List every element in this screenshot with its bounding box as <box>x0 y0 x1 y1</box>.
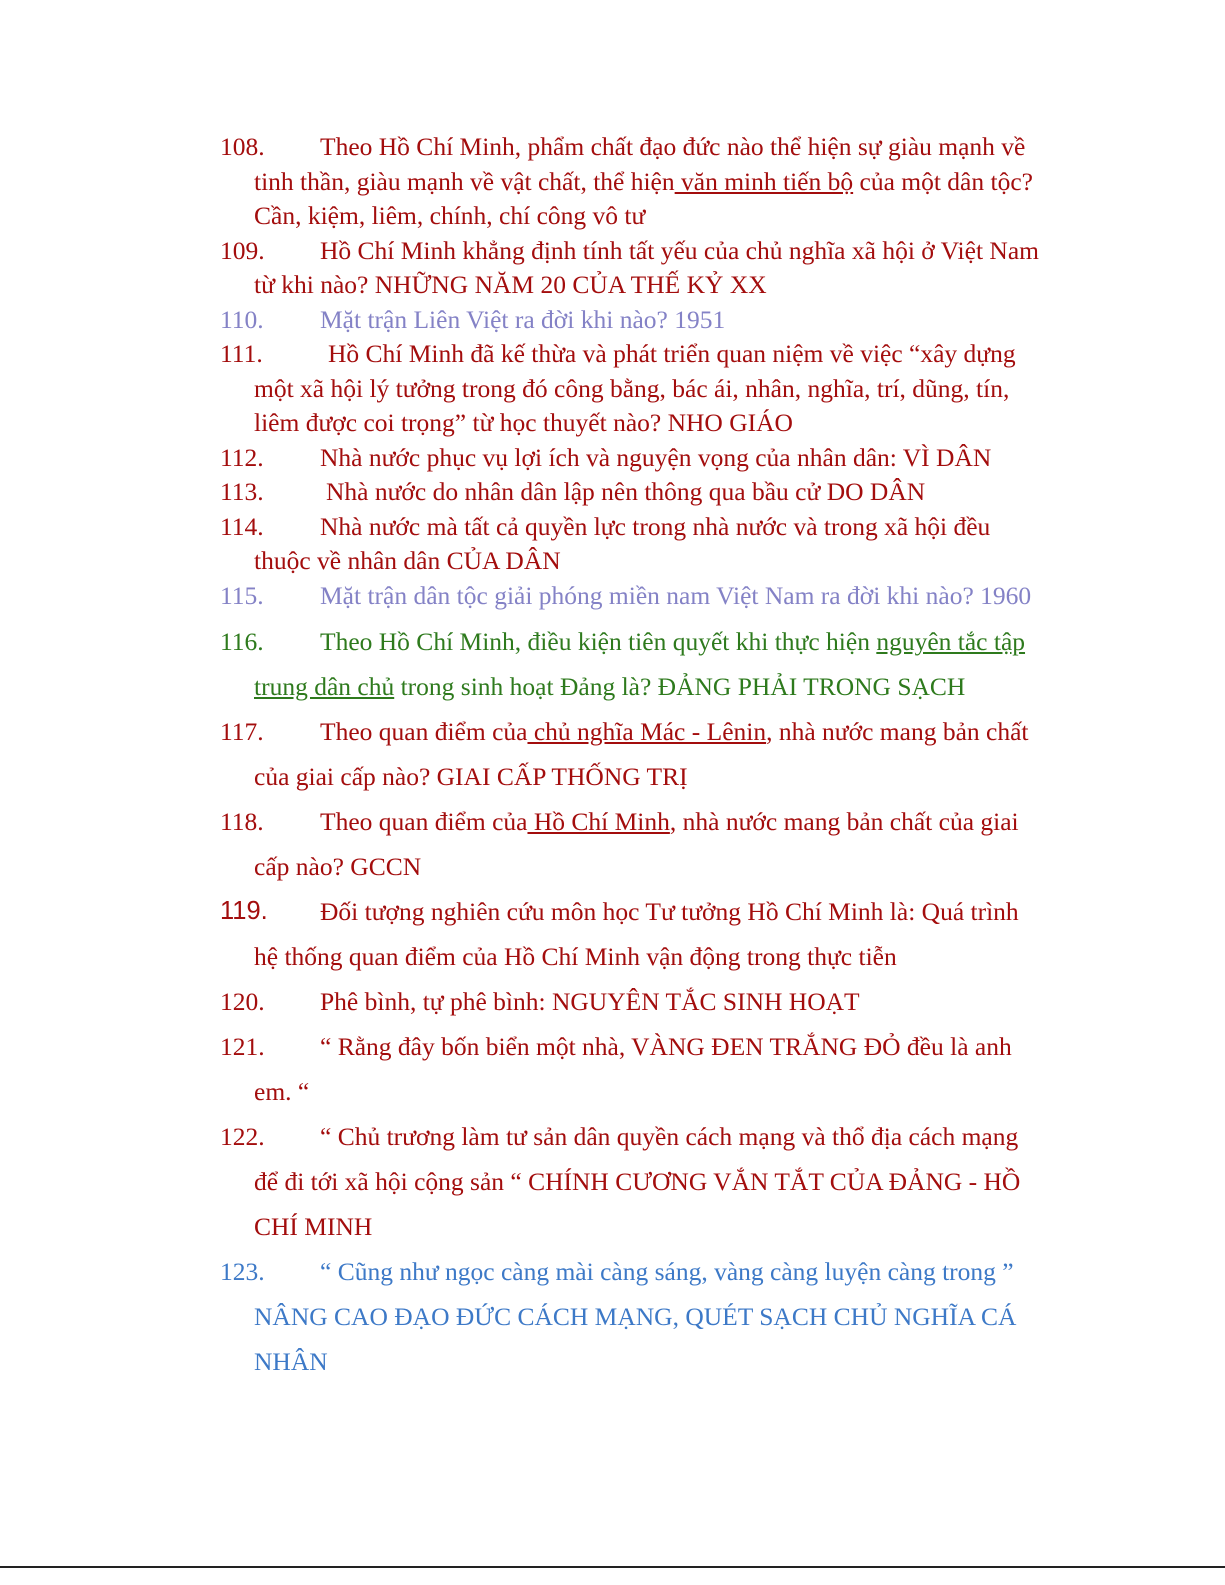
question-115 <box>220 579 1040 614</box>
underlined-phrase: nguyên tắc tập trung dân chủ <box>254 627 1026 701</box>
question-text: Đối tượng nghiên cứu môn học Tư tưởng Hồ Chí Minh là: Quá trình hệ thống quan điểm của Hồ Chí Minh vận động trong thực tiễn <box>254 897 1019 971</box>
question-text: Nhà nước mà tất cả quyền lực trong nhà nước và trong xã hội đều thuộc về nhân dân CỦA DÂN <box>254 511 991 575</box>
question-number: 109. <box>220 235 265 265</box>
question-number: 110. <box>220 304 264 334</box>
question-text: Mặt trận dân tộc giải phóng miền nam Việt Nam ra đời khi nào? 1960 <box>320 580 1032 610</box>
question-113 <box>220 475 1040 510</box>
page-bottom-rule <box>0 1566 1225 1568</box>
question-text: Theo Hồ Chí Minh, điều kiện tiên quyết khi thực hiện <box>320 627 877 656</box>
question-text: “ Chủ trương làm tư sản dân quyền cách mạng và thổ địa cách mạng để đi tới xã hội cộng sản “ CHÍNH CƯƠNG VẮN TẮT CỦA ĐẢNG - HỒ CHÍ MINH <box>254 1122 1021 1241</box>
question-108 <box>220 130 1040 234</box>
question-text-cont: trong sinh hoạt Đảng là? ĐẢNG PHẢI TRONG SẠCH <box>394 672 966 701</box>
question-text: Nhà nước do nhân dân lập nên thông qua bầu cử DO DÂN <box>326 477 926 506</box>
question-109 <box>220 234 1040 303</box>
question-number: 117. <box>220 717 264 746</box>
question-number: 114. <box>220 511 264 541</box>
question-number: 115. <box>220 580 264 610</box>
question-text-cont: của một dân tộc? <box>853 166 1033 196</box>
underlined-phrase: chủ nghĩa Mác - Lênin <box>527 717 767 746</box>
question-text: “ Rằng đây bốn biển một nhà, VÀNG ĐEN TRẮNG ĐỎ đều là anh em. “ <box>254 1032 1012 1106</box>
question-123 <box>220 1249 1040 1384</box>
question-114 <box>220 510 1040 579</box>
question-text: Mặt trận Liên Việt ra đời khi nào? 1951 <box>320 304 726 334</box>
question-text-cont: , nhà nước mang bản chất của giai cấp nào? GIAI CẤP THỐNG TRỊ <box>254 717 1029 791</box>
question-text: “ Cũng như ngọc càng mài càng sáng, vàng càng luyện càng trong ” NÂNG CAO ĐẠO ĐỨC CÁCH MẠNG, QUÉT SẠCH CHỦ NGHĨA CÁ NHÂN <box>254 1257 1017 1376</box>
question-121 <box>220 1024 1040 1114</box>
question-text-cont: , nhà nước mang bản chất của giai cấp nào? GCCN <box>254 807 1019 881</box>
question-117 <box>220 709 1040 799</box>
question-number: 112. <box>220 442 264 472</box>
question-110 <box>220 303 1040 338</box>
question-116 <box>220 619 1040 709</box>
question-text: Theo quan điểm của <box>320 717 528 746</box>
question-number: 111. <box>220 339 263 368</box>
question-text: Hồ Chí Minh khẳng định tính tất yếu của chủ nghĩa xã hội ở Việt Nam từ khi nào? NHỮNG NĂM 20 CỦA THẾ KỶ XX <box>254 235 1039 299</box>
question-number: 113. <box>220 477 264 506</box>
question-text: Theo Hồ Chí Minh, phẩm chất đạo đức nào thể hiện sự giàu mạnh về tinh thần, giàu mạnh về vật chất, thể hiện <box>254 132 1026 196</box>
question-number: 108. <box>220 132 265 161</box>
question-number: 123. <box>220 1257 265 1286</box>
answer-text: Cần, kiệm, liêm, chính, chí công vô tư <box>254 201 646 230</box>
question-number: 120. <box>220 987 265 1016</box>
question-number: 119. <box>220 897 268 925</box>
question-text: Phê bình, tự phê bình: NGUYÊN TẮC SINH HOẠT <box>320 987 860 1016</box>
question-118 <box>220 799 1040 889</box>
question-number: 121. <box>220 1032 265 1061</box>
question-122 <box>220 1114 1040 1249</box>
question-list <box>220 130 1040 1384</box>
question-text: Theo quan điểm của <box>320 807 528 836</box>
question-112 <box>220 441 1040 476</box>
question-119 <box>220 889 1040 979</box>
question-text: Nhà nước phục vụ lợi ích và nguyện vọng của nhân dân: VÌ DÂN <box>320 442 992 472</box>
question-text: Hồ Chí Minh đã kế thừa và phát triển quan niệm về việc “xây dựng một xã hội lý tưởng trong đó công bằng, bác ái, nhân, nghĩa, trí, dũng, tín, liêm được coi trọng” từ học thuyết nào? NHO GIÁO <box>254 339 1016 437</box>
underlined-phrase: văn minh tiến bộ <box>674 166 854 196</box>
question-120 <box>220 979 1040 1024</box>
question-number: 118. <box>220 807 264 836</box>
question-111 <box>220 337 1040 441</box>
question-number: 122. <box>220 1122 265 1151</box>
question-number: 116. <box>220 627 264 656</box>
underlined-phrase: Hồ Chí Minh <box>527 807 670 836</box>
